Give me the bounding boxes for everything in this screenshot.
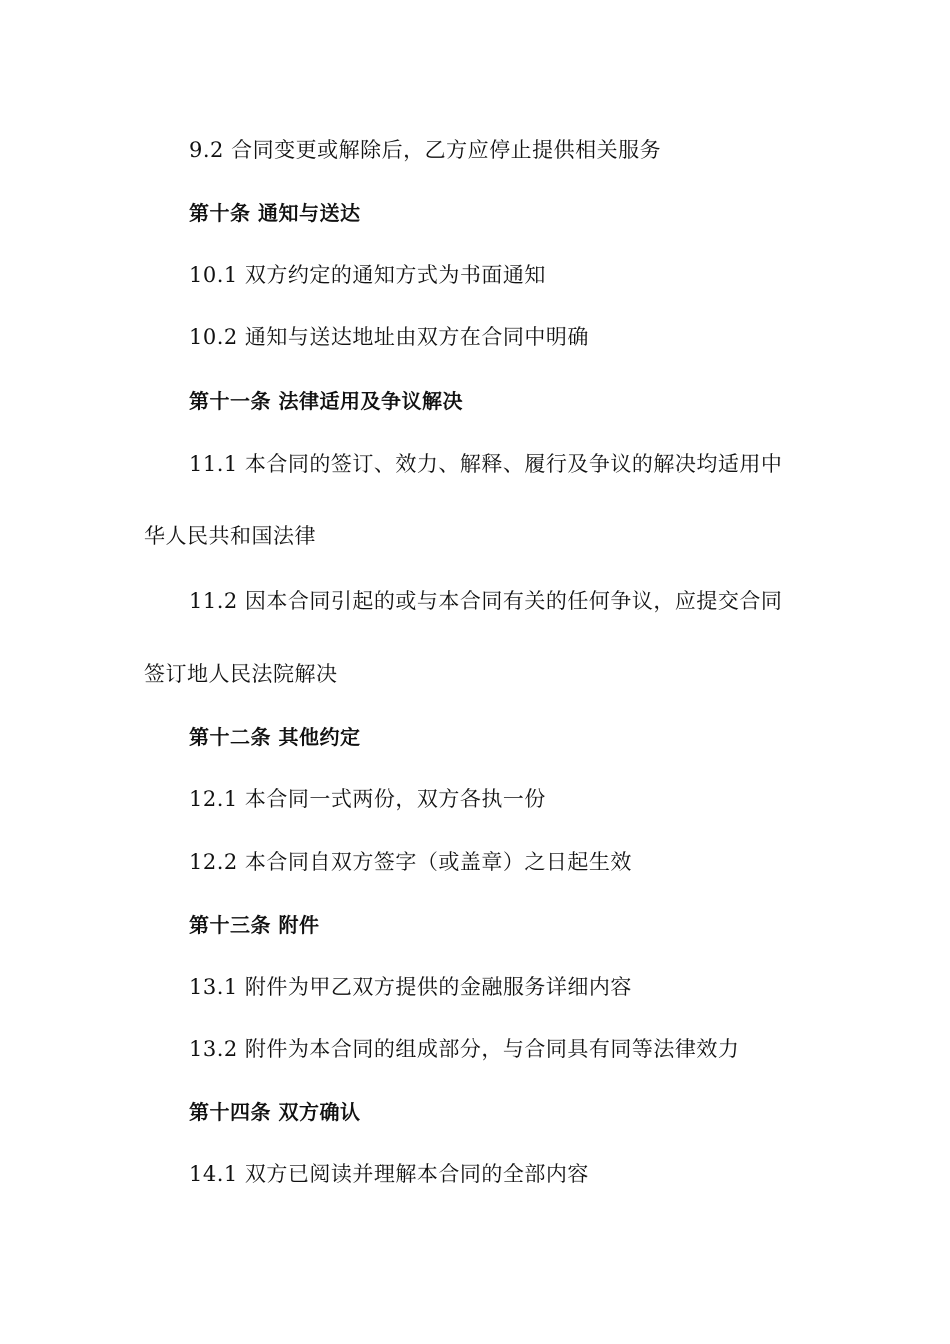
clause-10-1: 10.1 双方约定的通知方式为书面通知 xyxy=(189,263,546,287)
clause-13-1: 13.1 附件为甲乙双方提供的金融服务详细内容 xyxy=(189,975,632,999)
clause-12-2: 12.2 本合同自双方签字（或盖章）之日起生效 xyxy=(189,850,632,874)
clause-9-2: 9.2 合同变更或解除后，乙方应停止提供相关服务 xyxy=(189,138,662,162)
clause-13-2: 13.2 附件为本合同的组成部分，与合同具有同等法律效力 xyxy=(189,1037,740,1061)
clause-14-1: 14.1 双方已阅读并理解本合同的全部内容 xyxy=(189,1162,589,1186)
clause-11-2-continued: 签订地人民法院解决 xyxy=(144,662,338,686)
clause-12-1: 12.1 本合同一式两份，双方各执一份 xyxy=(189,787,546,811)
clause-11-2: 11.2 因本合同引起的或与本合同有关的任何争议，应提交合同 xyxy=(189,589,783,613)
article-12-heading: 第十二条 其他约定 xyxy=(189,725,361,749)
clause-11-1: 11.1 本合同的签订、效力、解释、履行及争议的解决均适用中 xyxy=(189,452,783,476)
article-14-heading: 第十四条 双方确认 xyxy=(189,1100,361,1124)
article-13-heading: 第十三条 附件 xyxy=(189,913,320,937)
article-10-heading: 第十条 通知与送达 xyxy=(189,201,361,225)
article-11-heading: 第十一条 法律适用及争议解决 xyxy=(189,389,463,413)
clause-10-2: 10.2 通知与送达地址由双方在合同中明确 xyxy=(189,325,589,349)
clause-11-1-continued: 华人民共和国法律 xyxy=(144,524,316,548)
